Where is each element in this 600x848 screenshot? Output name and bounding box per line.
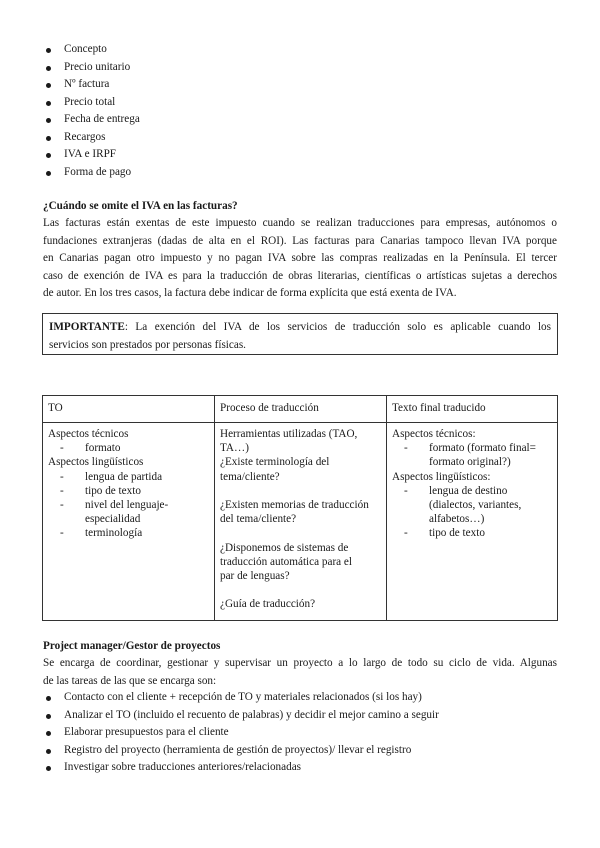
notice-text: servicios son prestados por personas físicas. xyxy=(49,338,246,351)
dash-item: - tipo de texto xyxy=(60,484,141,497)
list-item: Elaborar presupuestos para el cliente xyxy=(44,724,439,742)
paragraph-line: caso de exención de IVA es para la traducción de obras literarias, científicas o artísticas sujetas a derechos xyxy=(43,269,557,282)
dash-item: - formato (formato final= xyxy=(404,442,536,455)
iva-section-paragraph xyxy=(43,215,557,303)
cell-process xyxy=(215,423,387,621)
cell-line: ¿Existe terminología del xyxy=(220,456,330,469)
paragraph-line: Las facturas están exentas de este impuesto cuando se realizan traducciones para empresas, autónomos o xyxy=(43,217,557,229)
table-header-row xyxy=(43,396,558,423)
table-row xyxy=(43,423,558,621)
notice-label: IMPORTANTE xyxy=(49,321,125,333)
tech-aspects-label: Aspectos técnicos xyxy=(48,428,129,440)
cell-line: ¿Guía de traducción? xyxy=(220,598,316,611)
notice-text: : La exención del IVA de los servicios de traducción solo es aplicable cuando los xyxy=(124,321,551,333)
paragraph-line: en Canarias pagan otro impuesto y no pagan IVA sobre las compras realizadas en la Península. El tercer xyxy=(43,252,557,265)
dash-item: - tipo de texto xyxy=(404,527,485,540)
column-header-final-text: Texto final traducido xyxy=(387,396,558,423)
paragraph-line: fundaciones extranjeras (dadas de alta en el ROI). Las facturas para Canarias tampoco llevan IVA porque xyxy=(43,234,557,247)
dash-item-continuation: formato original?) xyxy=(429,456,511,469)
list-item: Recargos xyxy=(44,129,140,147)
cell-line: ¿Existen memorias de traducción xyxy=(220,499,369,511)
cell-line: tema/cliente? xyxy=(220,470,280,483)
list-item: Concepto xyxy=(44,41,140,59)
list-item: IVA e IRPF xyxy=(44,146,140,164)
list-item: Contacto con el cliente + recepción de TO y materiales relacionados (si los hay) xyxy=(44,689,439,707)
ling-aspects-label: Aspectos lingüísticos xyxy=(48,456,144,469)
cell-line: par de lenguas? xyxy=(220,570,290,582)
list-item: Precio total xyxy=(44,94,140,112)
paragraph-line: Se encarga de coordinar, gestionar y supervisar un proyecto a lo largo de todo su ciclo de vida. Algunas xyxy=(43,657,557,669)
tech-aspects-label: Aspectos técnicos: xyxy=(392,428,476,440)
pm-section-heading: Project manager/Gestor de proyectos xyxy=(43,640,221,652)
pm-section-paragraph xyxy=(43,655,557,690)
cell-to xyxy=(43,423,215,621)
list-item: Forma de pago xyxy=(44,164,140,182)
cell-line: traducción automática para el xyxy=(220,555,353,568)
paragraph-line: de autor. En los tres casos, la factura debe indicar de forma explícita que está exenta de IVA. xyxy=(43,287,457,300)
paragraph-line: de las tareas de las que se encarga son: xyxy=(43,674,217,687)
iva-section-heading: ¿Cuándo se omite el IVA en las facturas? xyxy=(43,200,238,212)
cell-line: TA…) xyxy=(220,442,249,455)
cell-line: del tema/cliente? xyxy=(220,513,297,526)
list-item: Precio unitario xyxy=(44,59,140,77)
translation-process-table xyxy=(42,395,558,621)
cell-line: ¿Disponemos de sistemas de xyxy=(220,541,349,554)
ling-aspects-label: Aspectos lingüísticos: xyxy=(392,470,491,483)
list-item: Registro del proyecto (herramienta de gestión de proyectos)/ llevar el registro xyxy=(44,742,439,760)
dash-item: - nivel del lenguaje- xyxy=(60,499,169,512)
dash-item: - terminología xyxy=(60,527,143,540)
list-item: Investigar sobre traducciones anteriores/relacionadas xyxy=(44,759,439,777)
invoice-fields-list xyxy=(44,41,140,181)
dash-item: - formato xyxy=(60,442,121,455)
pm-tasks-list xyxy=(44,689,439,777)
column-header-process: Proceso de traducción xyxy=(215,396,387,423)
list-item: Nº factura xyxy=(44,76,140,94)
dash-item-continuation: alfabetos…) xyxy=(429,513,485,526)
column-header-to: TO xyxy=(43,396,215,423)
important-notice-box xyxy=(42,313,558,355)
cell-line: Herramientas utilizadas (TAO, xyxy=(220,428,358,440)
dash-item-continuation: especialidad xyxy=(85,513,141,526)
dash-item-continuation: (dialectos, variantes, xyxy=(429,499,522,512)
dash-item: - lengua de destino xyxy=(404,484,508,497)
cell-final-text xyxy=(387,423,558,621)
list-item: Fecha de entrega xyxy=(44,111,140,129)
dash-item: - lengua de partida xyxy=(60,470,163,483)
list-item: Analizar el TO (incluido el recuento de palabras) y decidir el mejor camino a seguir xyxy=(44,707,439,725)
